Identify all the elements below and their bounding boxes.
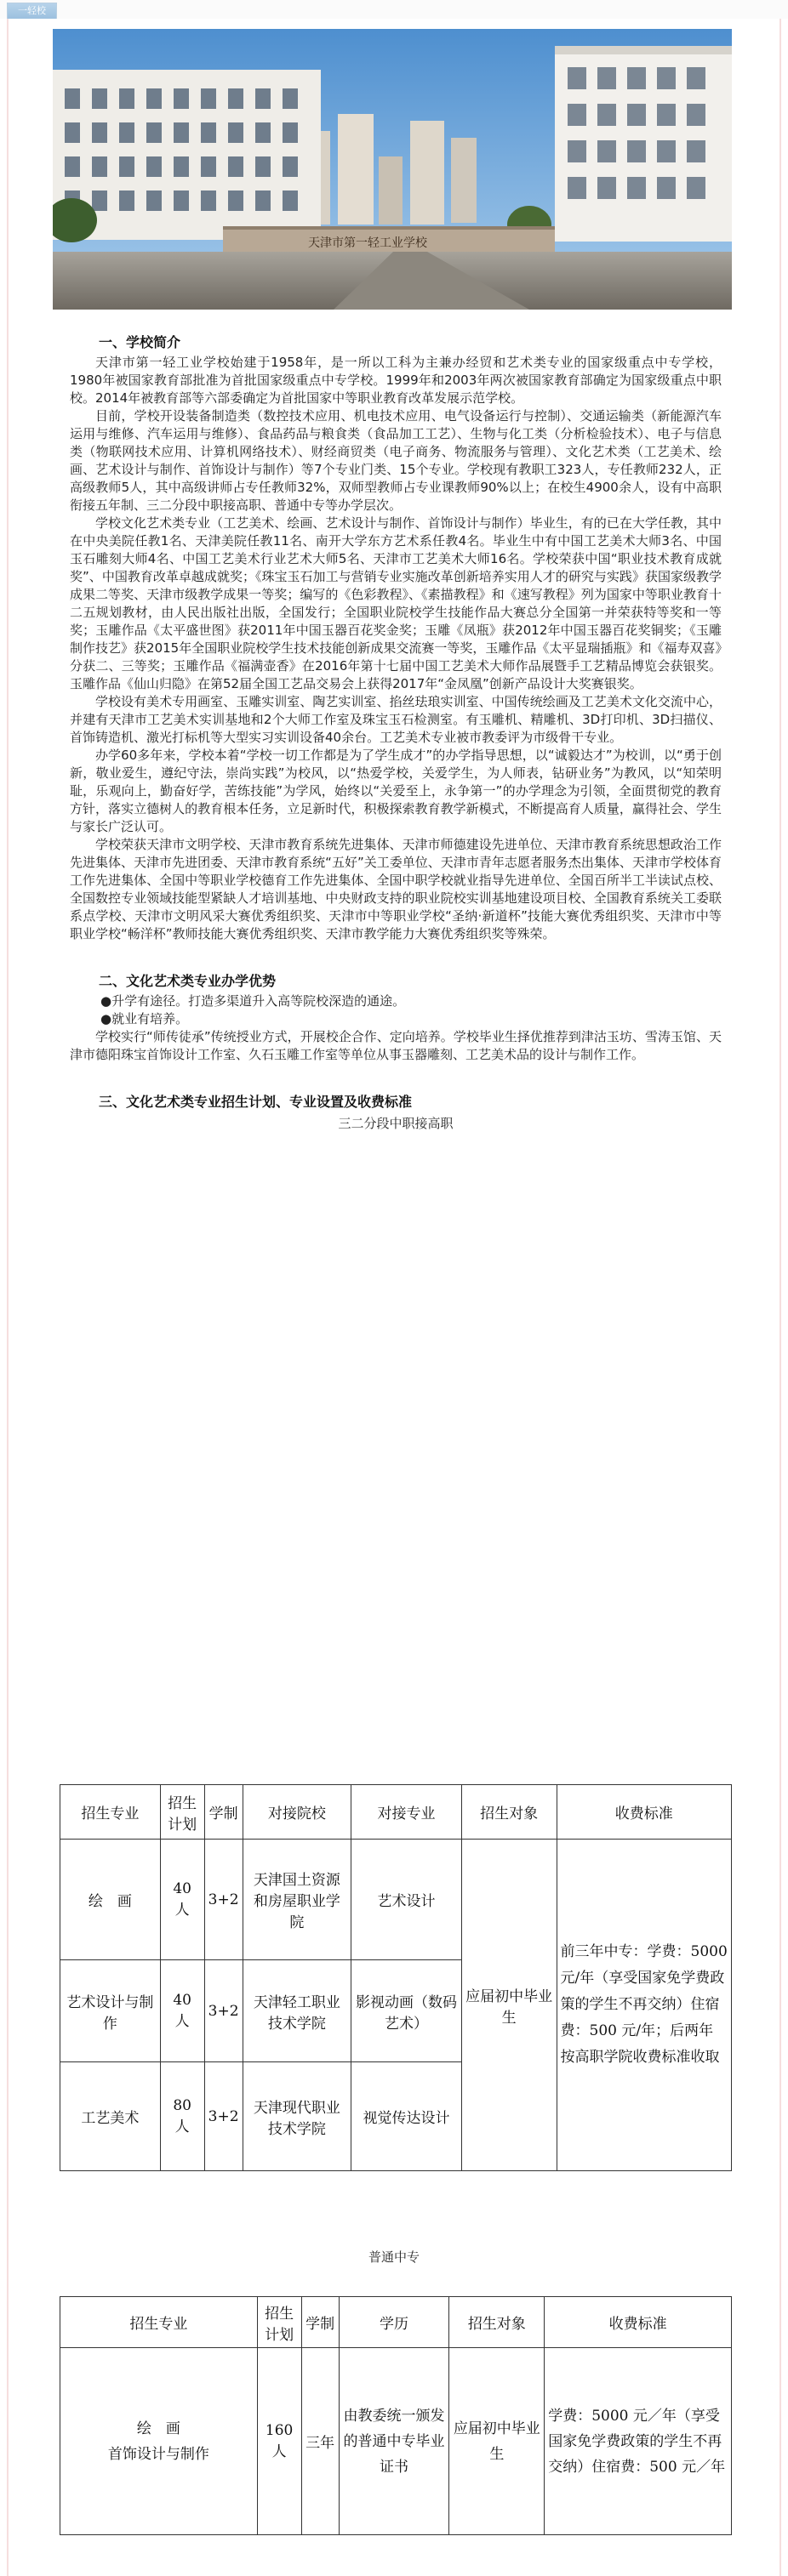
cell-major: 绘 画 — [60, 1840, 161, 1960]
header-college: 对接院校 — [243, 1785, 351, 1840]
cell-years: 3+2 — [204, 1840, 243, 1960]
header-years: 学制 — [204, 1785, 243, 1840]
campus-illustration — [53, 29, 732, 310]
cell-target-major: 视觉传达设计 — [351, 2062, 462, 2171]
header-diploma: 学历 — [339, 2297, 449, 2348]
cell-target-major: 艺术设计 — [351, 1840, 462, 1960]
header-plan: 招生计划 — [257, 2297, 301, 2348]
tab-strip — [0, 0, 788, 19]
header-major: 招生专业 — [60, 2297, 258, 2348]
table-row — [60, 2348, 732, 2535]
section-2-title: 二、文化艺术类专业办学优势 — [99, 973, 277, 989]
cell-major: 艺术设计与制作 — [60, 1960, 161, 2062]
cell-fee: 学费：5000 元／年（享受国家免学费政策的学生不再交纳）住宿费：500 元／年 — [545, 2348, 732, 2535]
gate-sign-text: 天津市第一轻工业学校 — [308, 236, 427, 250]
cell-college: 天津现代职业技术学院 — [243, 2062, 351, 2171]
cell-audience: 应届初中毕业生 — [461, 1840, 557, 2171]
header-plan: 招生计划 — [160, 1785, 204, 1840]
header-audience: 招生对象 — [461, 1785, 557, 1840]
table-1-caption: 三二分段中职接高职 — [338, 1116, 454, 1131]
enrollment-table-3plus2 — [60, 1784, 732, 2171]
cell-diploma: 由教委统一颁发的普通中专毕业证书 — [339, 2348, 449, 2535]
advantage-bullet-2: ●就业有培养。 — [100, 1011, 189, 1026]
cell-years: 3+2 — [204, 2062, 243, 2171]
advantage-bullet-1: ●升学有途径。打造多渠道升入高等院校深造的通途。 — [100, 993, 406, 1009]
cell-plan: 160 人 — [257, 2348, 301, 2535]
cell-plan: 40 人 — [160, 1840, 204, 1960]
table-row — [60, 1840, 732, 1960]
header-audience: 招生对象 — [449, 2297, 545, 2348]
intro-paragraph-5: 办学60多年来，学校本着“学校一切工作都是为了学生成才”的办学指导思想，以“诚毅达才”为校训，以“勇于创新，敬业爱生，遵纪守法，崇尚实践”为校风，以“热爱学校，关爱学生，为人师表，钻研业务”为教风，以“知荣明耻，乐观向上，勤奋好学，苦练技能”为学风，始终以“关爱至上，永争第一”的办学理念为引领，全面贯彻党的教育方针，落实立德树人的教育根本任务，立足新时代，积极探索教育教学新模式，不断提高育人质量，赢得社会、学生与家长广泛认可。 — [70, 748, 722, 834]
advantage-paragraph: 学校实行“师传徒承”传统授业方式，开展校企合作、定向培养。学校毕业生择优推荐到津沽玉坊、雪涛玉馆、天津市德阳珠宝首饰设计工作室、久石玉雕工作室等单位从事玉器雕刻、工艺美术品的设计与制作工作。 — [70, 1029, 722, 1062]
header-fee: 收费标准 — [545, 2297, 732, 2348]
article-body — [70, 333, 722, 1143]
intro-paragraph-2: 目前，学校开设装备制造类（数控技术应用、机电技术应用、电气设备运行与控制）、交通运输类（新能源汽车运用与维修、汽车运用与维修）、食品药品与粮食类（食品加工工艺）、生物与化工类（分析检验技术）、电子与信息类（物联网技术应用、计算机网络技术）、财经商贸类（电子商务、物流服务与管理）、文化艺术类（工艺美术、绘画、艺术设计与制作、首饰设计与制作）等7个专业门类、15个专业。学校现有教职工323人，专任教师232人，正高级教师5人，其中高级讲师占专任教师32%，双师型教师占专业课教师90%以上；在校生4900余人，设有中高职衔接五年制、三二分段中职接高职、普通中专等办学层次。 — [70, 408, 722, 513]
cell-plan: 80 人 — [160, 2062, 204, 2171]
header-major: 招生专业 — [60, 1785, 161, 1840]
table-header-row — [60, 1785, 732, 1840]
cell-major: 绘 画 首饰设计与制作 — [60, 2348, 258, 2535]
table-2-caption: 普通中专 — [368, 2249, 420, 2265]
cell-college: 天津轻工职业技术学院 — [243, 1960, 351, 2062]
cell-audience: 应届初中毕业生 — [449, 2348, 545, 2535]
header-years: 学制 — [301, 2297, 339, 2348]
section-1-title: 一、学校简介 — [99, 334, 181, 350]
table-header-row — [60, 2297, 732, 2348]
cell-college: 天津国土资源和房屋职业学院 — [243, 1840, 351, 1960]
frame-border-right — [779, 19, 781, 2576]
section-3-title: 三、文化艺术类专业招生计划、专业设置及收费标准 — [99, 1094, 413, 1110]
header-fee: 收费标准 — [557, 1785, 731, 1840]
header-target-major: 对接专业 — [351, 1785, 462, 1840]
campus-photo — [53, 29, 732, 310]
cell-plan: 40 人 — [160, 1960, 204, 2062]
cell-major: 工艺美术 — [60, 2062, 161, 2171]
intro-paragraph-3: 学校文化艺术类专业（工艺美术、绘画、艺术设计与制作、首饰设计与制作）毕业生，有的已在大学任教，其中在中央美院任教1名、天津美院任教11名、南开大学东方艺术系任教4名。毕业生中有中国工艺美术大师3名、中国玉石雕刻大师4名、中国工艺美术行业艺术大师5名、天津市工艺美术大师16名。学校荣获中国“职业技术教育成就奖”、中国教育改革卓越成就奖；《珠宝玉石加工与营销专业实施改革创新培养实用人才的研究与实践》获国家级教学成果二等奖、天津市级教学成果一等奖；编写的《色彩教程》、《素描教程》和《速写教程》列为国家中等职业教育十二五规划教材，由人民出版社出版，全国发行；全国职业院校学生技能作品大赛总分全国第一并荣获特等奖和一等奖；玉雕作品《太平盛世图》获2011年中国玉器百花奖金奖；玉雕《凤瓶》获2012年中国玉器百花奖铜奖；《玉雕制作技艺》获2015年全国职业院校学生技术技能创新成果交流赛一等奖，玉雕作品《太平显瑞插瓶》和《福寿双喜》分获二、三等奖；玉雕作品《福满壶香》在2016年第十七届中国工艺美术大师作品展暨手工艺精品博览会获银奖。玉雕作品《仙山归隐》在第52届全国工艺品交易会上获得2017年“金凤凰”创新产品设计大奖赛银奖。 — [70, 515, 722, 691]
frame-border-left — [7, 19, 9, 2576]
cell-fee: 前三年中专：学费：5000 元/年（享受国家免学费政策的学生不再交纳）住宿费：500 元/年；后两年按高职学院收费标准收取 — [557, 1840, 731, 2171]
cell-years: 3+2 — [204, 1960, 243, 2062]
intro-paragraph-1: 天津市第一轻工业学校始建于1958年，是一所以工科为主兼办经贸和艺术类专业的国家级重点中专学校，1980年被国家教育部批准为首批国家级重点中专学校。1999年和2003年两次被国家教育部确定为国家级重点中职校。2014年被教育部等六部委确定为首批国家中等职业教育改革发展示范学校。 — [70, 355, 722, 406]
intro-paragraph-6: 学校荣获天津市文明学校、天津市教育系统先进集体、天津市师德建设先进单位、天津市教育系统思想政治工作先进集体、天津市先进团委、天津市教育系统“五好”关工委单位、天津市青年志愿者服务杰出集体、天津市学校体育工作先进集体、全国中等职业学校德育工作先进集体、全国中职学校就业指导先进单位、全国百所半工半读试点校、全国数控专业领域技能型紧缺人才培训基地、中央财政支持的职业院校实训基地建设项目校、全国教育系统关工委联系点学校、天津市文明风采大赛优秀组织奖、天津市中等职业学校“圣纳·新道杯”技能大赛优秀组织奖、天津市中等职业学校“畅洋杯”教师技能大赛优秀组织奖、天津市教学能力大赛优秀组织奖等殊荣。 — [70, 837, 722, 941]
cell-years: 三年 — [301, 2348, 339, 2535]
tab-yiqingxiao[interactable]: 一轻校 — [7, 3, 57, 19]
intro-paragraph-4: 学校设有美术专用画室、玉雕实训室、陶艺实训室、掐丝珐琅实训室、中国传统绘画及工艺美术文化交流中心，并建有天津市工艺美术实训基地和2个大师工作室及珠宝玉石检测室。有玉雕机、精雕机、3D打印机、3D扫描仪、首饰铸造机、激光打标机等大型实习实训设备40余台。工艺美术专业被市教委评为市级骨干专业。 — [70, 694, 722, 745]
enrollment-table-regular — [60, 2296, 732, 2535]
cell-target-major: 影视动画（数码艺术） — [351, 1960, 462, 2062]
